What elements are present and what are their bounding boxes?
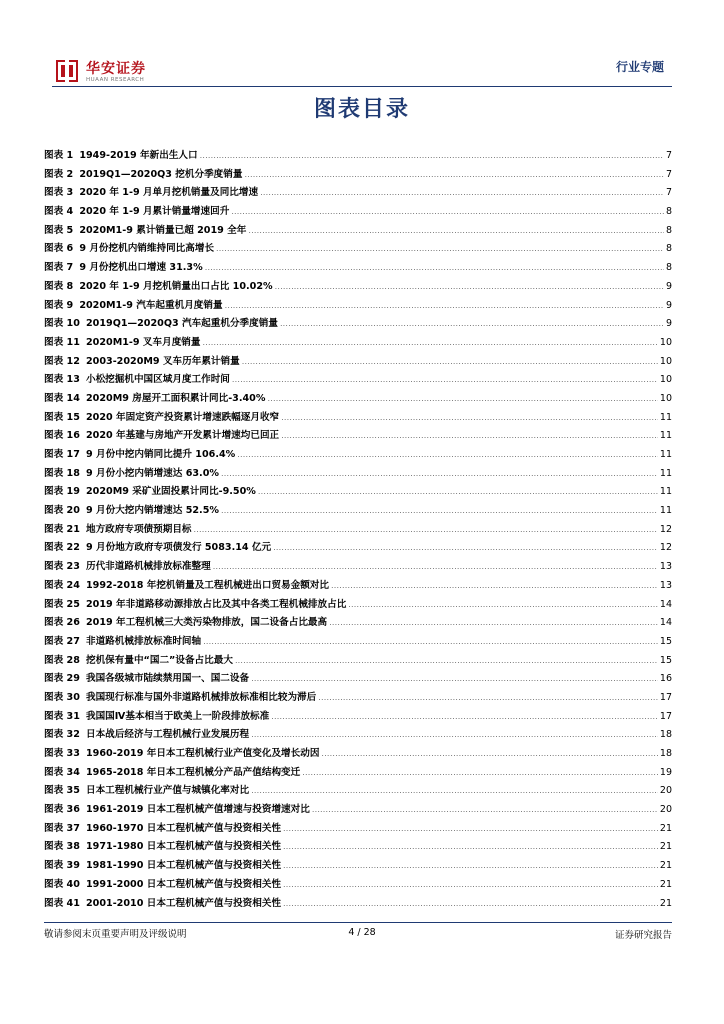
toc-entry-label: 图表 3 [44,187,74,199]
toc-entry-page: 10 [659,355,672,367]
toc-entry[interactable] [44,371,672,390]
footer-report-type: 证券研究报告 [614,930,672,941]
toc-entry-label: 图表 31 [44,710,80,722]
toc-leader-dots [275,282,664,291]
footer-rule [44,922,672,923]
toc-entry-title: 9 月份小挖内销增速达 63.0% [86,467,219,479]
toc-entry[interactable] [44,446,672,465]
company-name-en: HUAAN RESEARCH [86,77,145,83]
toc-entry-title: 2020M1-9 汽车起重机月度销量 [79,299,223,311]
toc-entry[interactable] [44,166,672,185]
toc-entry-page: 11 [659,430,672,442]
toc-entry-label: 图表 30 [44,691,80,703]
toc-entry-page: 21 [659,822,672,834]
toc-entry-title: 2020 年 1-9 月累计销量增速回升 [79,206,230,218]
toc-leader-dots [273,543,658,552]
toc-entry-page: 17 [659,691,672,703]
toc-entry-page: 14 [659,598,672,610]
toc-entry[interactable] [44,390,672,409]
toc-entry-label: 图表 12 [44,355,80,367]
toc-leader-dots [281,413,658,422]
toc-entry[interactable] [44,465,672,484]
toc-entry-title: 2020 年 1-9 月单月挖机销量及同比增速 [79,187,259,199]
toc-entry[interactable] [44,315,672,334]
toc-entry-label: 图表 34 [44,766,80,778]
toc-entry-page: 19 [659,766,672,778]
toc-entry-page: 11 [659,467,672,479]
toc-entry-page: 18 [659,748,672,759]
toc-leader-dots [248,226,664,235]
toc-leader-dots [267,394,657,403]
toc-leader-dots [213,562,658,571]
toc-entry-label: 图表 27 [44,635,80,647]
company-logo-icon [56,60,78,82]
toc-entry-title: 2019Q1—2020Q3 挖机分季度销量 [79,168,243,180]
toc-leader-dots [283,880,658,889]
toc-entry-title: 2019Q1—2020Q3 汽车起重机分季度销量 [86,318,278,330]
toc-leader-dots [329,618,658,627]
toc-entry[interactable] [44,820,672,839]
page-title: 图表目录 [313,97,410,122]
toc-entry[interactable] [44,558,672,577]
toc-entry-page: 20 [659,804,672,816]
toc-entry-label: 图表 18 [44,467,80,479]
toc-entry-title: 小松挖掘机中国区域月度工作时间 [86,374,230,386]
toc-entry[interactable] [44,857,672,876]
toc-leader-dots [271,712,658,721]
toc-entry[interactable] [44,427,672,446]
toc-entry[interactable] [44,297,672,316]
toc-entry[interactable] [44,689,672,708]
toc-entry-title: 1981-1990 日本工程机械产值与投资相关性 [86,860,282,872]
toc-entry-title: 挖机保有量中“国二”设备占比最大 [86,654,233,666]
toc-leader-dots [237,450,658,459]
company-name: 华安证券 [86,61,146,77]
toc-entry[interactable] [44,745,672,764]
toc-entry-page: 11 [659,486,672,498]
toc-entry-title: 9 月份地方政府专项债发行 5083.14 亿元 [86,542,272,554]
toc-entry-label: 图表 39 [44,860,80,872]
toc-entry-page: 16 [659,673,672,685]
toc-entry-title: 9 月份挖机内销维持同比高增长 [79,243,215,255]
toc-entry-label: 图表 40 [44,878,80,890]
toc-entry-page: 8 [665,262,672,274]
toc-entry-title: 2020M9 采矿业固投累计同比-9.50% [86,486,256,498]
toc-entry-page: 21 [659,860,672,872]
toc-entry-title: 9 月份挖机出口增速 31.3% [79,262,203,274]
toc-entry-page: 9 [665,318,672,330]
toc-entry-label: 图表 6 [44,243,74,255]
toc-leader-dots [331,581,658,590]
toc-entry-title: 1961-2019 日本工程机械产值增速与投资增速对比 [86,804,310,816]
toc-entry-page: 7 [665,150,672,161]
toc-entry-label: 图表 33 [44,748,80,759]
toc-entry[interactable] [44,353,672,372]
toc-entry-title: 1965-2018 年日本工程机械分产品产值结构变迁 [86,766,301,778]
toc-entry-title: 2020M1-9 叉车月度销量 [86,336,201,348]
toc-entry-label: 图表 19 [44,486,80,498]
toc-entry-page: 11 [659,449,672,460]
toc-entry[interactable] [44,184,672,203]
toc-entry-label: 图表 9 [44,299,74,311]
toc-entry-label: 图表 32 [44,729,80,741]
toc-leader-dots [281,431,658,440]
toc-entry-page: 7 [665,168,672,180]
toc-entry[interactable] [44,409,672,428]
toc-entry[interactable] [44,278,672,297]
toc-entry-page: 12 [659,523,672,535]
toc-leader-dots [203,637,658,646]
toc-entry[interactable] [44,240,672,259]
toc-entry-title: 我国现行标准与国外非道路机械排放标准相比较为滞后 [86,691,317,703]
toc-entry-label: 图表 2 [44,168,74,180]
toc-entry-label: 图表 35 [44,785,80,797]
toc-entry-label: 图表 4 [44,206,74,218]
toc-entry-title: 1960-1970 日本工程机械产值与投资相关性 [86,822,282,834]
toc-entry-label: 图表 5 [44,224,74,236]
toc-leader-dots [251,674,658,683]
toc-entry-label: 图表 7 [44,262,74,274]
toc-entry[interactable] [44,726,672,745]
toc-entry-page: 18 [659,729,672,741]
toc-entry-title: 日本工程机械行业产值与城镇化率对比 [86,785,250,797]
toc-entry-page: 21 [659,878,672,890]
toc-entry-label: 图表 38 [44,841,80,853]
toc-entry-page: 11 [659,505,672,517]
toc-leader-dots [258,487,658,496]
toc-entry-title: 2020 年 1-9 月挖机销量出口占比 10.02% [79,280,273,292]
toc-entry-label: 图表 41 [44,897,80,909]
section-label: 行业专题 [615,60,664,74]
toc-leader-dots [221,506,658,515]
toc-entry[interactable] [44,596,672,615]
toc-leader-dots [321,749,657,758]
toc-entry[interactable] [44,502,672,521]
toc-entry-label: 图表 11 [44,336,80,348]
toc-entry-page: 7 [665,187,672,199]
toc-entry[interactable] [44,670,672,689]
toc-entry-label: 图表 25 [44,598,80,610]
toc-entry-label: 图表 14 [44,392,80,404]
toc-entry[interactable] [44,334,672,353]
toc-entry-title: 2020M1-9 累计销量已超 2019 全年 [79,224,247,236]
toc-entry-page: 14 [659,617,672,629]
toc-leader-dots [302,768,658,777]
toc-entry[interactable] [44,838,672,857]
toc-entry-label: 图表 10 [44,318,80,330]
toc-leader-dots [280,319,664,328]
toc-entry-title: 2019 年非道路移动源排放占比及其中各类工程机械排放占比 [86,598,347,610]
toc-entry-page: 17 [659,710,672,722]
toc-entry-label: 图表 22 [44,542,80,554]
toc-entry-title: 2020M9 房屋开工面积累计同比-3.40% [86,392,266,404]
toc-entry-title: 2020 年固定资产投资累计增速跌幅逐月收窄 [86,411,280,423]
toc-entry-label: 图表 17 [44,449,80,460]
toc-entry-label: 图表 20 [44,505,80,517]
toc-leader-dots [232,375,658,384]
toc-entry-title: 2001-2010 日本工程机械产值与投资相关性 [86,897,282,909]
toc-entry-label: 图表 21 [44,523,80,535]
toc-entry-title: 1992-2018 年挖机销量及工程机械进出口贸易金额对比 [86,579,330,591]
toc-entry-label: 图表 23 [44,561,80,573]
toc-entry-page: 15 [659,654,672,666]
toc-entry-title: 1960-2019 年日本工程机械行业产值变化及增长动因 [86,748,320,759]
toc-entry-page: 10 [659,336,672,348]
toc-entry-title: 地方政府专项债预期目标 [86,523,192,535]
toc-entry[interactable] [44,614,672,633]
page-header [52,56,672,88]
toc-entry-label: 图表 24 [44,579,80,591]
toc-entry-label: 图表 26 [44,617,80,629]
toc-entry-label: 图表 36 [44,804,80,816]
toc-entry-page: 13 [659,561,672,573]
toc-entry-title: 9 月份大挖内销增速达 52.5% [86,505,219,517]
toc-entry-title: 9 月份中挖内销同比提升 106.4% [86,449,236,460]
header-rule [52,86,672,87]
toc-leader-dots [216,244,664,253]
toc-entry-title: 2019 年工程机械三大类污染物排放，国二设备占比最高 [86,617,328,629]
toc-entry-page: 8 [665,224,672,236]
toc-entry[interactable] [44,764,672,783]
toc-entry-label: 图表 15 [44,411,80,423]
toc-leader-dots [312,805,658,814]
table-of-figures [44,147,672,913]
toc-entry-page: 10 [659,392,672,404]
toc-entry-label: 图表 8 [44,280,74,292]
toc-entry-page: 21 [659,841,672,853]
toc-entry[interactable] [44,539,672,558]
toc-entry-title: 2003-2020M9 叉车历年累计销量 [86,355,240,367]
footer-disclaimer: 敬请参阅末页重要声明及评级说明 [44,929,187,940]
toc-entry[interactable] [44,577,672,596]
toc-entry-title: 我国国Ⅳ基本相当于欧美上一阶段排放标准 [86,710,270,722]
toc-entry-title: 1949-2019 年新出生人口 [79,150,198,161]
toc-entry[interactable] [44,633,672,652]
toc-leader-dots [283,861,658,870]
toc-leader-dots [221,469,658,478]
toc-leader-dots [194,525,658,534]
toc-entry-page: 11 [659,411,672,423]
toc-leader-dots [283,899,658,908]
toc-leader-dots [251,730,658,739]
toc-entry-page: 20 [659,785,672,797]
toc-entry-page: 12 [659,542,672,554]
toc-entry[interactable] [44,259,672,278]
toc-leader-dots [260,188,664,197]
toc-leader-dots [283,842,658,851]
toc-leader-dots [244,170,663,179]
toc-entry-label: 图表 1 [44,150,74,161]
toc-entry-title: 历代非道路机械排放标准整理 [86,561,211,573]
toc-entry-page: 13 [659,579,672,591]
toc-entry[interactable] [44,876,672,895]
footer-page-number: 4 / 28 [348,927,376,938]
toc-leader-dots [225,301,664,310]
toc-entry[interactable] [44,708,672,727]
toc-entry-page: 9 [665,299,672,311]
toc-leader-dots [348,600,658,609]
toc-entry-label: 图表 13 [44,374,80,386]
toc-leader-dots [205,263,664,272]
toc-entry[interactable] [44,895,672,914]
toc-entry-title: 1991-2000 日本工程机械产值与投资相关性 [86,878,282,890]
toc-leader-dots [283,824,658,833]
toc-entry-title: 非道路机械排放标准时间轴 [86,635,202,647]
toc-entry-title: 1971-1980 日本工程机械产值与投资相关性 [86,841,282,853]
toc-leader-dots [235,656,658,665]
toc-entry-page: 10 [659,374,672,386]
toc-entry-label: 图表 29 [44,673,80,685]
toc-entry-title: 我国各级城市陆续禁用国一、国二设备 [86,673,250,685]
toc-leader-dots [251,786,658,795]
toc-leader-dots [318,693,658,702]
toc-entry-title: 2020 年基建与房地产开发累计增速均已回正 [86,430,280,442]
toc-entry[interactable] [44,147,672,166]
toc-leader-dots [202,338,657,347]
toc-entry-page: 8 [665,206,672,218]
toc-entry[interactable] [44,222,672,241]
toc-entry-label: 图表 28 [44,654,80,666]
toc-entry[interactable] [44,203,672,222]
toc-entry[interactable] [44,483,672,502]
toc-leader-dots [200,151,664,160]
toc-entry[interactable] [44,652,672,671]
toc-entry-label: 图表 37 [44,822,80,834]
toc-entry-page: 21 [659,897,672,909]
toc-leader-dots [242,357,658,366]
toc-entry[interactable] [44,782,672,801]
toc-entry-title: 日本战后经济与工程机械行业发展历程 [86,729,250,741]
toc-leader-dots [231,207,664,216]
toc-entry-label: 图表 16 [44,430,80,442]
toc-entry-page: 9 [665,280,672,292]
toc-entry-page: 8 [665,243,672,255]
toc-entry-page: 15 [659,635,672,647]
toc-entry[interactable] [44,521,672,540]
toc-entry[interactable] [44,801,672,820]
